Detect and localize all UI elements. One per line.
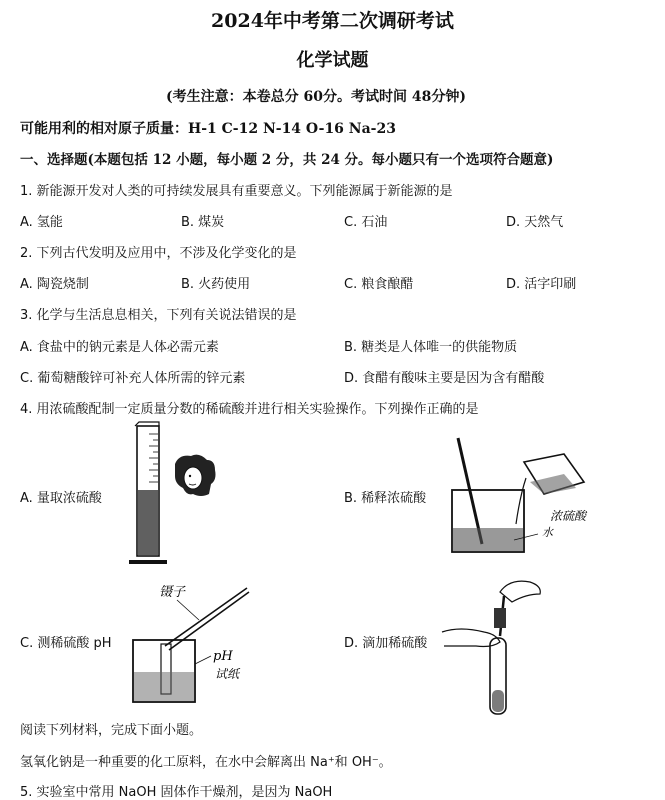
q1-option-b: B. 煤炭	[181, 215, 225, 230]
figure-dilution-beaker	[440, 432, 600, 562]
q3-option-d: D. 食醋有酸味主要是因为含有醋酸	[344, 371, 545, 386]
q4-option-d: D. 滴加稀硫酸	[344, 636, 428, 651]
label-concentrated-acid: 浓硫酸	[550, 509, 587, 523]
question-4-stem: 4. 用浓硫酸配制一定质量分数的稀硫酸并进行相关实验操作。下列操作正确的是	[20, 402, 479, 417]
reading-intro: 阅读下列材料，完成下面小题。	[20, 723, 203, 738]
label-tweezers: 镊子	[159, 585, 186, 600]
q4-option-c: C. 测稀硫酸 pH	[20, 636, 112, 651]
exam-subtitle: 化学试题	[296, 50, 369, 71]
label-test-paper: 试纸	[215, 667, 240, 681]
q3-option-a: A. 食盐中的钠元素是人体必需元素	[20, 340, 219, 355]
question-1-stem: 1. 新能源开发对人类的可持续发展具有重要意义。下列能源属于新能源的是	[20, 184, 453, 199]
q1-option-c: C. 石油	[344, 215, 388, 230]
q2-option-b: B. 火药使用	[181, 277, 251, 292]
figure-ph-test	[125, 580, 265, 712]
label-water: 水	[542, 526, 553, 539]
question-5-partial: 5. 实验室中常用 NaOH 固体作干燥剂，是因为 NaOH	[20, 785, 333, 800]
question-3-stem: 3. 化学与生活息息相关，下列有关说法错误的是	[20, 308, 297, 323]
q2-option-c: C. 粮食酿醋	[344, 277, 414, 292]
reading-material: 氢氧化钠是一种重要的化工原料，在水中会解离出 Na⁺和 OH⁻。	[20, 755, 392, 770]
q1-option-d: D. 天然气	[506, 215, 564, 230]
figure-graduated-cylinder	[125, 420, 235, 568]
label-ph: pH	[213, 649, 233, 664]
q3-option-b: B. 糖类是人体唯一的供能物质	[344, 340, 518, 355]
exam-notice: (考生注意：本卷总分 60分。考试时间 48分钟)	[166, 89, 466, 105]
question-2-stem: 2. 下列古代发明及应用中，不涉及化学变化的是	[20, 246, 297, 261]
atomic-masses: 可能用利的相对原子质量：H-1 C-12 N-14 O-16 Na-23	[20, 121, 396, 137]
q2-option-d: D. 活字印刷	[506, 277, 577, 292]
q1-option-a: A. 氢能	[20, 215, 63, 230]
figure-dropper	[440, 572, 570, 720]
exam-title: 2024年中考第二次调研考试	[211, 10, 454, 32]
q4-option-a: A. 量取浓硫酸	[20, 491, 102, 506]
section-heading: 一、选择题(本题包括 12 小题，每小题 2 分，共 24 分。每小题只有一个选项符合题意)	[20, 152, 554, 168]
q2-option-a: A. 陶瓷烧制	[20, 277, 89, 292]
q3-option-c: C. 葡萄糖酸锌可补充人体所需的锌元素	[20, 371, 246, 386]
q4-option-b: B. 稀释浓硫酸	[344, 491, 427, 506]
